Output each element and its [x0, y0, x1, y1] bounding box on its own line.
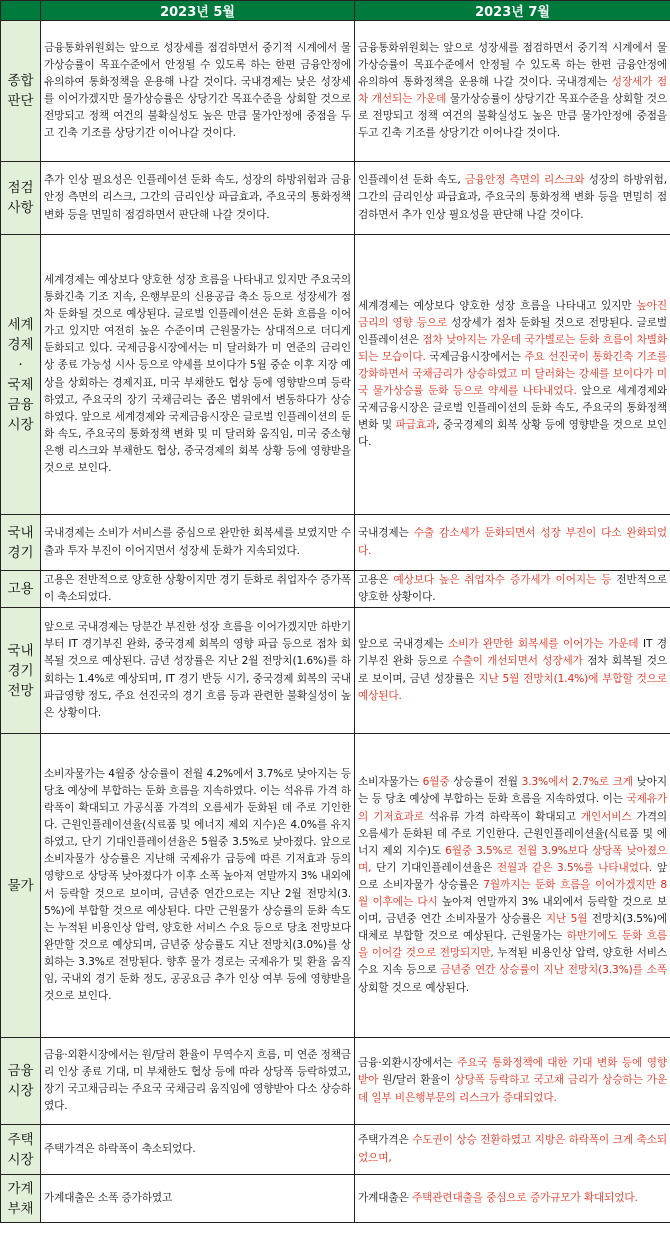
changed-text: 상당폭 등락하고 국고채 금리가 상승하는 가운데 일부 비은행부문의 리스크가 증대되었다. — [358, 1074, 668, 1104]
text-segment: 상회할 것으로 예상된다. — [358, 981, 470, 994]
changed-text: 파급효과 — [395, 419, 437, 432]
text-segment: 가격의 오름세가 둔화된 데 주로 기인한다. 근원인플레이션율(식료품 및 에너지 제외 지수)도 — [358, 810, 668, 857]
text-segment: 주택가격은 — [358, 1134, 413, 1147]
changed-text: 지난 5월 — [545, 913, 588, 926]
changed-text: 성장세가 점차 개선되는 가운데 — [358, 75, 668, 105]
changed-text: 지난 5월 전망치(1.4%)에 부합할 것으로 예상된다. — [358, 672, 667, 702]
may-cell — [41, 162, 355, 235]
july-cell — [355, 162, 670, 235]
may-cell — [41, 571, 355, 608]
changed-text: 점차 낮아지는 가운데 국가별로는 둔화 흐름이 차별화되는 모습이다. — [358, 333, 667, 363]
changed-text: 금년중 연간 상승률이 지난 전망치(3.3%)를 소폭 — [440, 964, 667, 977]
table-row — [1, 235, 670, 515]
text-segment: 금융·외환시장에서는 원/달러 환율이 무역수지 흐름, 미 연준 정책금리 인상 종료 기대, 미 부채한도 협상 등에 따라 상당폭 등락하였고, 장기 국고채금리는 주요국 국채금리 움직임에 영향받아 다소 상승하였다. — [44, 1048, 351, 1113]
text-segment: 누적된 비용인상 압력, 양호한 서비스 수요 지속 등으로 — [358, 947, 668, 977]
july-cell — [355, 1125, 670, 1175]
changed-text: 주택관련대출을 중심으로 증가규모가 확대되었다. — [411, 1191, 638, 1204]
text-segment: 금융통화위원회는 앞으로 성장세를 점검하면서 중기적 시계에서 물가상승률이 목표수준에서 안정될 수 있도록 하는 한편 금융안정에 유의하여 통화정책을 운용해 나갈 것이다. 국내경제는 낮은 성장세를 이어가겠지만 물가상승률은 상당기간 목표수준을 상회할 것으로 전망되고 정책 여건의 불확실성도 높은 만큼 물가안정에 중점을 두고 긴축 기조를 상당기간 이어나갈 것이다. — [44, 41, 351, 140]
changed-text: 전월과 같은 3.5%를 나타내었다. — [496, 861, 653, 874]
header-july: 2023년 7월 — [355, 1, 670, 21]
text-segment: 높아져 연말까지 3% 내외에서 등락할 것으로 보이며, 금년중 연간 소비자물가 상승률은 — [358, 896, 667, 926]
changed-text: 수출 감소세가 둔화되면서 성장 부진이 다소 완화되었다. — [358, 527, 668, 557]
table-row — [1, 1125, 670, 1175]
text-segment: 낮아지는 등 당초 예상에 부합하는 둔화 흐름을 지속하였다. 이는 — [358, 776, 668, 806]
text-segment: 소비자물가는 4월중 상승률이 전월 4.2%에서 3.7%로 낮아지는 등 당초 예상에 부합하는 둔화 흐름을 지속하였다. 이는 석유류 가격 하락폭이 확대되고 가공식품 가격의 오름세가 둔화된 데 주로 기인한다. 근원인플레이션율(식료품 및 에너지 제외 지수)은 4.0%를 유지하였고, 단기 기대인플레이션율은 5월중 3.5%로 낮아졌다. 앞으로 소비자물가 상승률은 지난해 국제유가 급등에 따른 기저효과 등의 영향으로 상당폭 낮아졌다가 이후 소폭 높아져 연말까지 3% 내외에서 등락할 것으로 보이며, 금년중 연간으로는 지난 2월 전망치(3.5%)에 부합할 것으로 예상된다. 다만 근원물가 상승률의 둔화 속도는 누적된 비용인상 압력, 양호한 서비스 수요 등으로 당초 전망보다 완만할 것으로 예상되며, 금년중 상승률도 지난 전망치(3.0%)를 상회하는 3.3%로 전망된다. 향후 물가 경로는 국제유가 및 환율 움직임, 국내외 경기 둔화 정도, 공공요금 추가 인상 여부 등에 영향받을 것으로 보인다. — [44, 767, 351, 1003]
header-corner — [1, 1, 41, 21]
table-row — [1, 734, 670, 1038]
changed-text: 수도권이 상승 전환하였고 지방은 하락폭이 크게 축소되었으며, — [358, 1134, 667, 1164]
table-row — [1, 1175, 670, 1223]
header-row — [1, 1, 670, 21]
row-label: 고용 — [1, 571, 41, 608]
may-cell — [41, 21, 355, 162]
changed-text: 수출이 개선되면서 성장세가 — [452, 655, 583, 668]
text-segment: 고용은 전반적으로 양호한 상황이지만 경기 둔화로 취업자수 증가폭이 축소되었다. — [44, 573, 351, 603]
text-segment: 앞으로 세계경제와 국제금융시장은 글로벌 인플레이션의 둔화 속도, 주요국의 통화정책 변화 및 — [358, 385, 667, 432]
text-segment: 가계대출은 — [358, 1191, 412, 1204]
text-segment: 국내경제는 소비가 서비스를 중심으로 완만한 회복세를 보였지만 수출과 투자 부진이 이어지면서 성장세 둔화가 지속되었다. — [44, 527, 351, 557]
text-segment: 소비자물가는 — [358, 776, 423, 789]
changed-text: 주요국 통화정책에 대한 기대 변화 등에 영향받아 — [358, 1057, 667, 1087]
table-row — [1, 21, 670, 162]
text-segment: 성장세가 점차 둔화될 것으로 전망된다. 글로벌 인플레이션은 — [358, 316, 667, 346]
may-cell — [41, 1175, 355, 1223]
table-row — [1, 515, 670, 571]
text-segment: IT 경기부진 완화 등으로 — [358, 638, 667, 668]
row-label: 세계 경제 · 국제 금융 시장 — [1, 235, 41, 515]
changed-text: 3.3%에서 2.7%로 크게 — [521, 776, 633, 789]
may-cell — [41, 515, 355, 571]
row-label: 주택 시장 — [1, 1125, 41, 1175]
header-may: 2023년 5월 — [41, 1, 355, 21]
changed-text: 국제유가의 기저효과로 — [358, 793, 667, 823]
table-row — [1, 162, 670, 235]
text-segment: 점차 회복될 것으로 보이며, 금년 성장률은 — [358, 655, 667, 685]
text-segment: , 중국경제의 회복 상황 등에 영향받을 것으로 보인다. — [358, 419, 668, 449]
text-segment: 석유류 가격 하락폭이 확대되고 — [423, 810, 581, 823]
text-segment: 금융·외환시장에서는 — [358, 1057, 458, 1070]
text-segment: 추가 인상 필요성은 인플레이션 둔화 속도, 성장의 하방위험과 금융안정 측면의 리스크, 그간의 금리인상 파급효과, 주요국의 통화정책 변화 등을 면밀히 점검하면서 판단해 나갈 것이다. — [44, 174, 351, 221]
row-label: 금융 시장 — [1, 1038, 41, 1125]
july-cell — [355, 21, 670, 162]
text-segment: 고용은 — [358, 573, 394, 586]
changed-text: 주요 선진국이 통화긴축 기조를 강화하면서 국채금리가 상승하였고 미 달러화는 강세를 보이다가 미국 물가상승률 둔화 등으로 약세를 나타내었다. — [358, 350, 667, 398]
may-cell — [41, 1125, 355, 1175]
july-cell — [355, 571, 670, 608]
changed-text: 높아진 금리의 영향 등으로 — [358, 299, 667, 329]
text-segment: 앞으로 국내경제는 당분간 부진한 성장 흐름을 이어가겠지만 하반기부터 IT 경기부진 완화, 중국경제 회복의 영향 파급 등으로 점차 회복될 것으로 예상된다. 금년 성장률은 지난 2월 전망치(1.6%)를 하회하는 1.4%로 예상되며, IT 경기 반등 시기, 중국경제 회복의 국내 파급영향 정도, 주요 선진국의 경기 흐름 등과 관련한 불확실성이 높은 상황이다. — [44, 621, 351, 719]
row-label: 종합 판단 — [1, 21, 41, 162]
changed-text: 6월중 — [422, 776, 450, 789]
text-segment: 국내경제는 — [358, 527, 414, 540]
changed-text: 하반기에도 둔화 흐름을 이어갈 것으로 전망되지만, — [358, 930, 667, 960]
text-segment: 전반적으로 양호한 상황이다. — [358, 573, 668, 603]
text-segment: 세계경제는 예상보다 양호한 성장 흐름을 나타내고 있지만 — [358, 299, 637, 312]
text-segment: 가계대출은 소폭 증가하였고 — [44, 1191, 173, 1204]
july-cell — [355, 734, 670, 1038]
july-cell — [355, 1175, 670, 1223]
may-cell — [41, 734, 355, 1038]
text-segment: 전망치(3.5%)에 대체로 부합할 것으로 예상된다. 근원물가는 — [358, 913, 667, 943]
text-segment: 물가상승률이 상당기간 목표수준을 상회할 것으로 전망되고 정책 여건의 불확실성도 높은 만큼 물가안정에 중점을 두고 긴축 기조를 상당기간 이어나갈 것이다. — [358, 93, 668, 140]
changed-text: 금융안정 측면의 리스크와 — [464, 174, 585, 187]
row-label: 점검 사항 — [1, 162, 41, 235]
text-segment: 앞으로 소비자물가 상승률은 — [358, 861, 667, 891]
july-cell — [355, 515, 670, 571]
row-label: 가계 부채 — [1, 1175, 41, 1223]
text-segment: 단기 기대인플레이션율은 — [371, 861, 497, 874]
text-segment: 상승률이 전월 — [449, 776, 522, 789]
july-cell — [355, 1038, 670, 1125]
text-segment: 원/달러 환율이 — [378, 1074, 455, 1087]
row-label: 국내 경기 전망 — [1, 608, 41, 734]
may-cell — [41, 608, 355, 734]
changed-text: 개인서비스 — [580, 810, 632, 823]
changed-text: 예상보다 높은 취업자수 증가세가 이어지는 등 — [393, 573, 612, 586]
text-segment: 인플레이션 둔화 속도, — [358, 174, 465, 187]
row-label: 국내 경기 — [1, 515, 41, 571]
july-cell — [355, 235, 670, 515]
may-cell — [41, 235, 355, 515]
changed-text: 소비가 완만한 회복세를 이어가는 가운데 — [448, 638, 639, 651]
text-segment: 앞으로 국내경제는 — [358, 638, 449, 651]
table-row — [1, 1038, 670, 1125]
text-segment: 금융통화위원회는 앞으로 성장세를 점검하면서 중기적 시계에서 물가상승률이 목표수준에서 안정될 수 있도록 하는 한편 금융안정에 유의하여 통화정책을 운용해 나갈 것이다. 국내경제는 — [358, 41, 667, 88]
text-segment: 세계경제는 예상보다 양호한 성장 흐름을 나타내고 있지만 주요국의 통화긴축 기조 지속, 은행부문의 신용공급 축소 등으로 성장세가 점차 둔화될 것으로 예상된다. 글로벌 인플레이션은 둔화 흐름을 이어가고 있지만 여전히 높은 수준이며 근원물가는 상대적으로 더디게 둔화되고 있다. 국제금융시장에서는 미 달러화가 미 연준의 금리인상 종료 가능성 시사 등으로 약세를 보이다가 5월 중순 이후 지장 예상을 상회하는 경제지표, 미국 부채한도 협상 등에 영향받으며 등락하였고, 주요국의 장기 국채금리는 좁은 범위에서 변동하다가 상승하였다. 앞으로 세계경제와 국제금융시장은 글로벌 인플레이션의 둔화 속도, 주요국의 통화정책 변화 및 미 달러화 움직임, 미국 중소형은행 리스크와 부채한도 협상, 중국경제의 회복 상황 등에 영향받을 것으로 보인다. — [44, 273, 351, 474]
table-row — [1, 571, 670, 608]
may-cell — [41, 1038, 355, 1125]
july-cell — [355, 608, 670, 734]
text-segment: 성장의 하방위험, 그간의 금리인상 파급효과, 주요국의 통화정책 변화 등을 면밀히 점검하면서 추가 인상 필요성을 판단해 나갈 것이다. — [358, 174, 667, 221]
changed-text: 6월중 3.5%로 전월 3.9%보다 상당폭 낮아졌으며, — [358, 844, 667, 874]
text-segment: 국제금융시장에서는 — [425, 350, 525, 363]
changed-text: 7월까지는 둔화 흐름을 이어가겠지만 8월 이후에는 다시 — [358, 878, 667, 909]
text-segment: 주택가격은 하락폭이 축소되었다. — [44, 1142, 196, 1155]
row-label: 물가 — [1, 734, 41, 1038]
table-row — [1, 608, 670, 734]
